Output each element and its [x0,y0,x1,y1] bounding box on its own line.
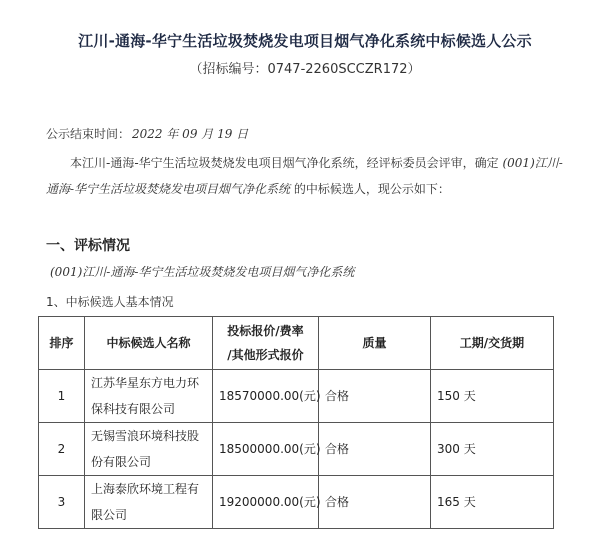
row-rank: 1 [39,370,85,423]
header-period: 工期/交货期 [431,317,554,370]
intro-paragraph [46,150,566,202]
table-header-row [39,317,554,370]
header-name: 中标候选人名称 [85,317,213,370]
row-price: 18500000.00(元) [213,423,319,476]
candidates-table [38,316,554,529]
row-price: 18570000.00(元) [213,370,319,423]
intro-project-name: (001)江川-通海-华宁生活垃圾焚烧发电项目烟气净化系统 [46,156,563,196]
header-price-line2: /其他形式报价 [227,348,304,362]
intro-text-1: 本江川-通海-华宁生活垃圾焚烧发电项目烟气净化系统，经评标委员会评审，确定 [70,156,503,170]
row-rank: 3 [39,476,85,529]
row-period: 165 天 [431,476,554,529]
sub-heading: 1、中标候选人基本情况 [46,295,174,309]
table-row [39,423,554,476]
table-row [39,476,554,529]
row-candidate-name: 江苏华星东方电力环保科技有限公司 [85,370,213,423]
header-rank: 排序 [39,317,85,370]
row-rank: 2 [39,423,85,476]
header-price [213,317,319,370]
row-period: 150 天 [431,370,554,423]
end-time-label: 公示结束时间： [46,127,131,141]
header-quality: 质量 [319,317,431,370]
intro-text-2: 的中标候选人，现公示如下： [290,182,450,196]
row-quality: 合格 [319,423,431,476]
tender-number: （招标编号：0747-2260SCCZR172） [189,62,421,77]
publicity-end-time [46,125,248,142]
document-title: 江川-通海-华宁生活垃圾焚烧发电项目烟气净化系统中标候选人公示 [78,32,532,50]
section-heading: 一、评标情况 [46,238,130,254]
row-candidate-name: 上海泰欣环境工程有限公司 [85,476,213,529]
row-period: 300 天 [431,423,554,476]
project-line: (001)江川-通海-华宁生活垃圾焚烧发电项目烟气净化系统 [50,265,355,279]
table-row [39,370,554,423]
row-quality: 合格 [319,476,431,529]
end-time-date: 2022 年 09 月 19 日 [132,127,249,141]
header-price-line1: 投标报价/费率 [227,324,304,338]
row-candidate-name: 无锡雪浪环境科技股份有限公司 [85,423,213,476]
row-quality: 合格 [319,370,431,423]
row-price: 19200000.00(元) [213,476,319,529]
